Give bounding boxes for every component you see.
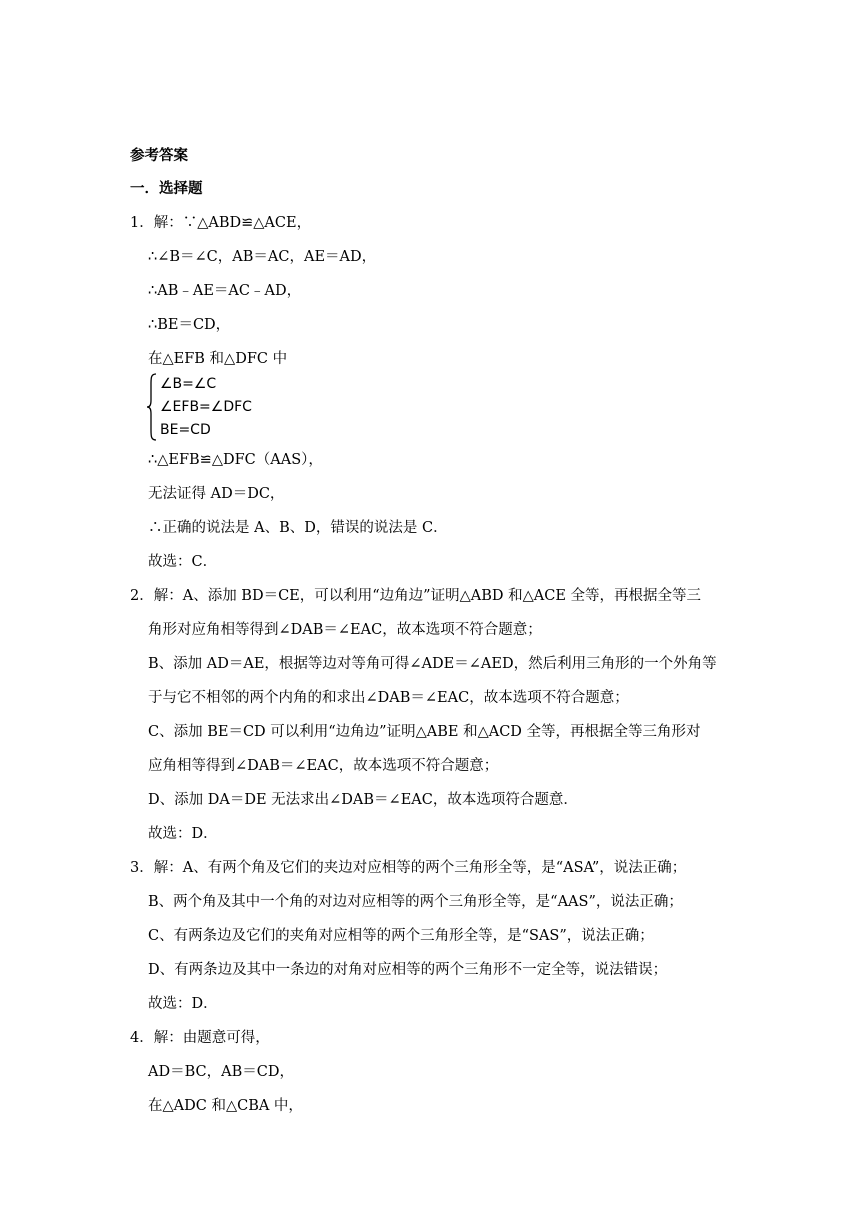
- q1-line-5: 在△EFB 和△DFC 中: [148, 351, 288, 367]
- q2-line-2: 角形对应角相等得到∠DAB＝∠EAC，故本选项不符合题意；: [148, 622, 542, 638]
- q4-line-3: 在△ADC 和△CBA 中，: [148, 1098, 303, 1114]
- system-line-3: BE=CD: [160, 422, 211, 438]
- q3-line-3: C、有两条边及它们的夹角对应相等的两个三角形全等，是“SAS”，说法正确；: [148, 928, 654, 944]
- q3-line-4: D、有两条边及其中一条边的对角对应相等的两个三角形不一定全等，说法错误；: [148, 962, 668, 978]
- q3-line-1: 3．解：A、有两个角及它们的夹边对应相等的两个三角形全等，是“ASA”，说法正确；: [130, 860, 687, 876]
- q2-line-5: C、添加 BE＝CD 可以利用“边角边”证明△ABE 和△ACD 全等，再根据全等三角形对: [148, 724, 701, 740]
- q3-line-2: B、两个角及其中一个角的对边对应相等的两个三角形全等，是“AAS”，说法正确；: [148, 894, 683, 910]
- section-title: 一．选择题: [130, 180, 203, 197]
- left-brace-icon: [146, 372, 158, 442]
- q1-line-7: 无法证得 AD＝DC，: [148, 486, 285, 502]
- q2-line-8: 故选：D．: [148, 826, 218, 842]
- q2-line-4: 于与它不相邻的两个内角的和求出∠DAB＝∠EAC，故本选项不符合题意；: [148, 690, 629, 706]
- q1-line-3: ∴AB﹣AE＝AC﹣AD，: [148, 283, 302, 299]
- q1-line-9: 故选：C．: [148, 554, 218, 570]
- q2-line-3: B、添加 AD＝AE，根据等边对等角可得∠ADE＝∠AED，然后利用三角形的一个外角等: [148, 656, 717, 672]
- q2-line-6: 应角相等得到∠DAB＝∠EAC，故本选项不符合题意；: [148, 758, 499, 774]
- q1-line-6: ∴△EFB≌△DFC（AAS），: [148, 452, 323, 468]
- q1-line-1: 1．解：∵△ABD≌△ACE，: [130, 215, 312, 231]
- system-line-2: ∠EFB=∠DFC: [160, 399, 252, 415]
- q4-line-2: AD＝BC，AB＝CD，: [148, 1064, 294, 1080]
- q1-line-4: ∴BE＝CD，: [148, 317, 231, 333]
- equation-system: [146, 372, 286, 444]
- q1-line-8: ∴正确的说法是 A、B、D，错误的说法是 C．: [148, 520, 448, 536]
- q1-line-2: ∴∠B＝∠C，AB＝AC，AE＝AD，: [148, 249, 377, 265]
- q2-line-7: D、添加 DA＝DE 无法求出∠DAB＝∠EAC，故本选项符合题意．: [148, 792, 578, 808]
- q3-line-5: 故选：D．: [148, 996, 218, 1012]
- answer-heading: 参考答案: [130, 147, 188, 164]
- q2-line-1: 2．解：A、添加 BD＝CE，可以利用“边角边”证明△ABD 和△ACE 全等，再根据全等三: [130, 588, 702, 604]
- system-line-1: ∠B=∠C: [160, 376, 217, 392]
- q4-line-1: 4．解：由题意可得，: [130, 1030, 270, 1046]
